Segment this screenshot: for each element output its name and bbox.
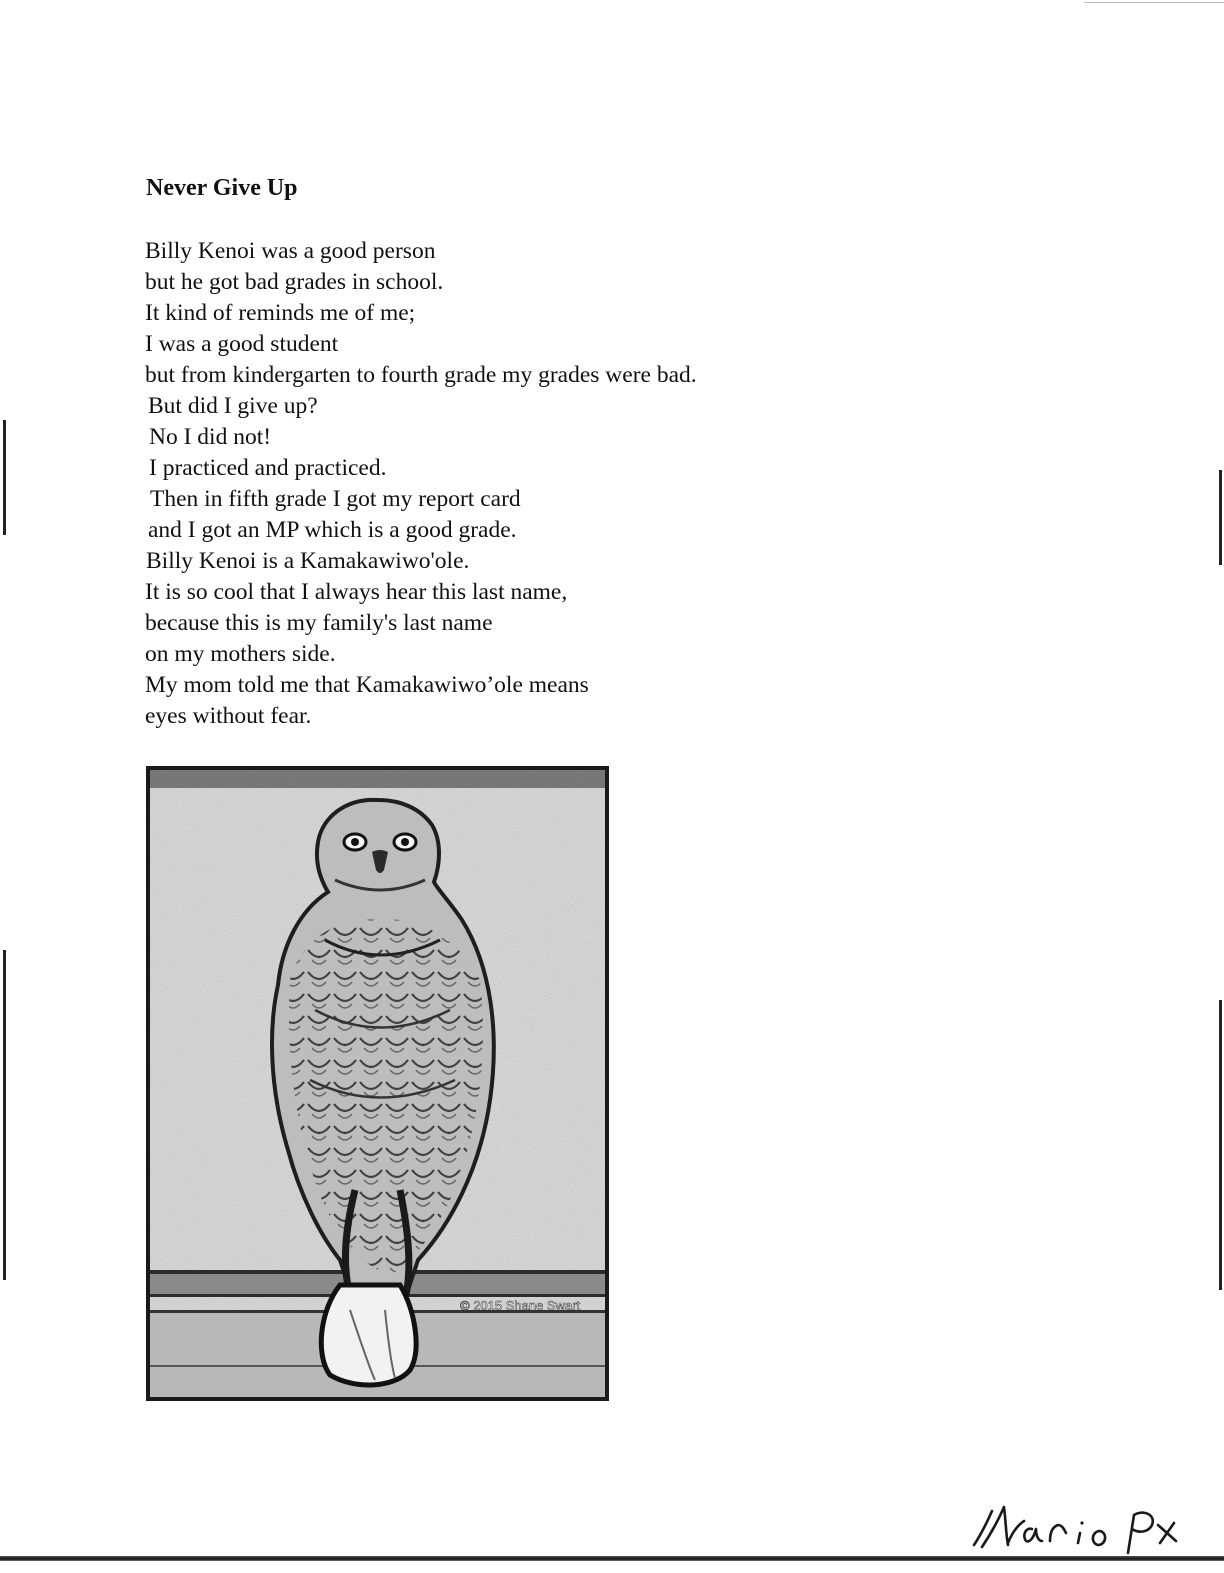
poem-title: Never Give Up [146,175,298,201]
scan-edge-right-lower [1219,1000,1222,1290]
scan-edge-top [1084,2,1224,3]
poem-line: eyes without fear. [145,703,312,729]
hawk-illustration [150,770,605,1397]
poem-line: Billy Kenoi was a good person [145,238,436,264]
poem-line: It kind of reminds me of me; [145,300,416,326]
poem-line: But did I give up? [148,393,318,419]
poem-line: Then in fifth grade I got my report card [150,486,521,512]
poem-line: Billy Kenoi is a Kamakawiwo'ole. [146,548,470,574]
poem-line: I was a good student [145,331,339,357]
handwritten-signature [968,1495,1188,1565]
scan-edge-right-upper [1219,470,1222,565]
poem-line: No I did not! [149,424,272,450]
poem-line: I practiced and practiced. [149,455,387,481]
poem-line: but he got bad grades in school. [145,269,444,295]
poem-line: My mom told me that Kamakawiwo’ole means [145,672,589,698]
poem-line: because this is my family's last name [145,610,493,636]
scan-edge-left-lower [3,950,6,1280]
poem-line: on my mothers side. [145,641,336,667]
poem-line: It is so cool that I always hear this last name, [145,579,568,605]
poem-line: but from kindergarten to fourth grade my grades were bad. [145,362,697,388]
poem-body [145,236,697,732]
scan-edge-left-upper [3,420,6,535]
photo-watermark: © 2015 Shane Swart [460,1298,581,1313]
hawk-photo [146,766,609,1401]
poem-line: and I got an MP which is a good grade. [148,517,517,543]
